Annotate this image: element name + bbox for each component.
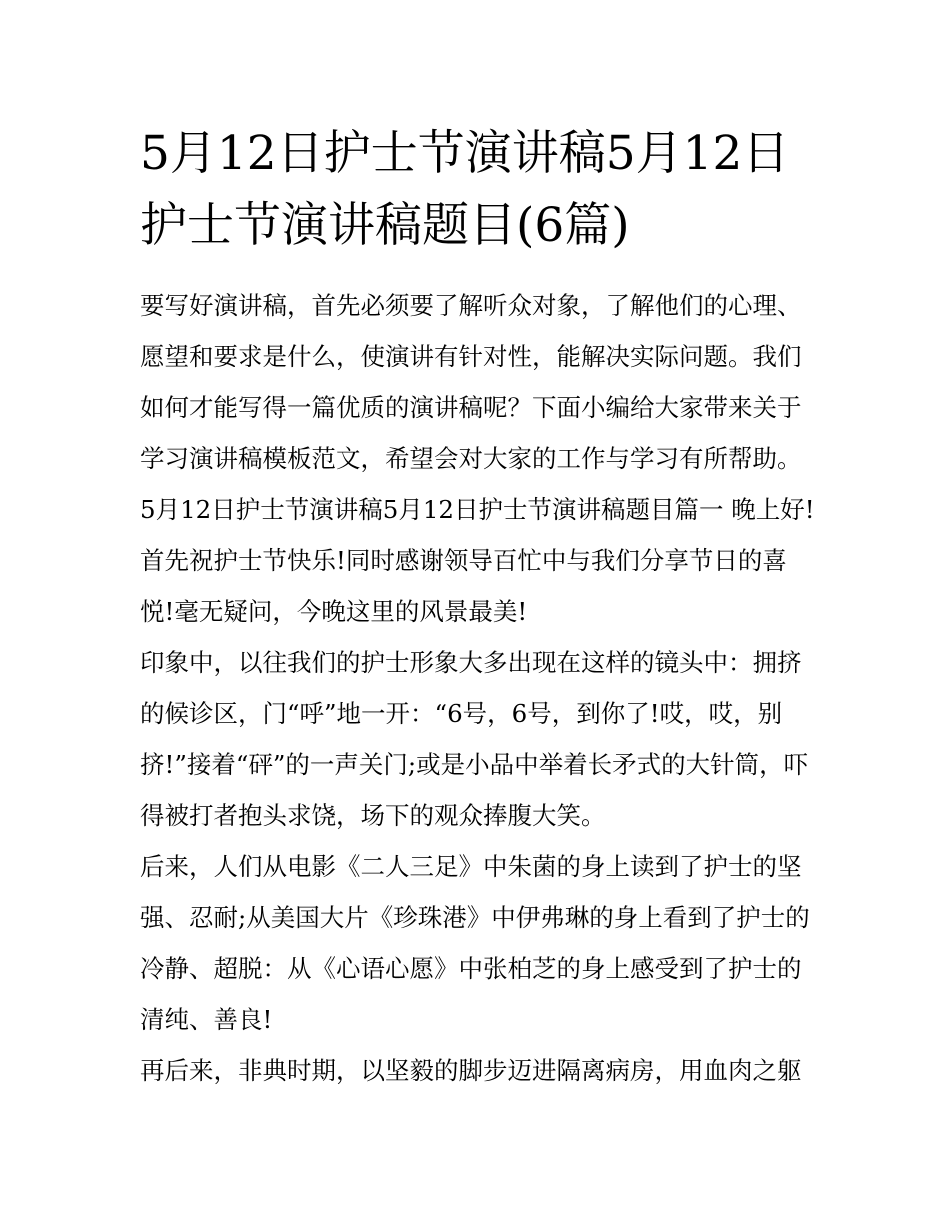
document-body — [140, 280, 820, 1096]
paragraph: 5月12日护士节演讲稿5月12日护士节演讲稿题目篇一 晚上好!首先祝护士节快乐!同时感谢领导百忙中与我们分享节日的喜悦!毫无疑问，今晚这里的风景最美! — [140, 495, 815, 626]
paragraph: 再后来，非典时期，以坚毅的脚步迈进隔离病房，用血肉之躯 — [140, 1056, 802, 1085]
paragraph: 后来，人们从电影《二人三足》中朱菌的身上读到了护士的坚强、忍耐;从美国大片《珍珠港》中伊弗琳的身上看到了护士的冷静、超脱：从《心语心愿》中张柏芝的身上感受到了护士的清纯、善良! — [140, 852, 810, 1034]
document-title: 5月12日护士节演讲稿5月12日护士节演讲稿题目(6篇) — [140, 126, 790, 253]
paragraph: 印象中，以往我们的护士形象大多出现在这样的镜头中：拥挤的候诊区，门“呼”地一开：“6号，6号，到你了!哎，哎，别挤!”接着“砰”的一声关门;或是小品中举着长矛式的大针筒，吓得被打者抱头求饶，场下的观众捧腹大笑。 — [140, 648, 809, 830]
paragraph: 要写好演讲稿，首先必须要了解听众对象，了解他们的心理、愿望和要求是什么，使演讲有针对性，能解决实际问题。我们如何才能写得一篇优质的演讲稿呢？下面小编给大家带来关于学习演讲稿模板范文，希望会对大家的工作与学习有所帮助。 — [140, 291, 802, 473]
